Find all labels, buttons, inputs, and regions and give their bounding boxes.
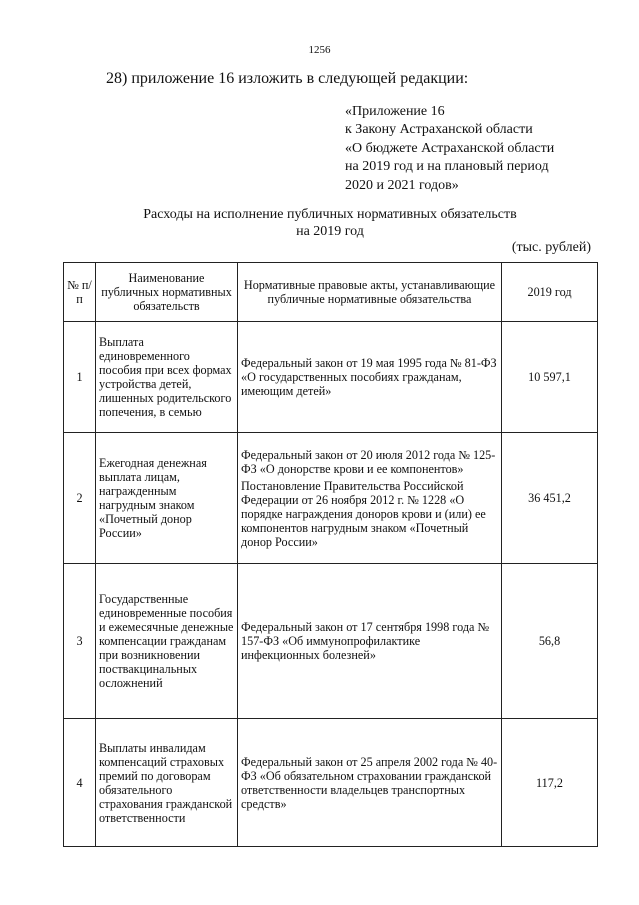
row-name: Ежегодная денежная выплата лицам, награжденным нагрудным знаком «Почетный донор России» bbox=[96, 433, 238, 564]
obligations-table bbox=[63, 262, 598, 847]
row-acts bbox=[238, 719, 502, 847]
row-acts bbox=[238, 433, 502, 564]
act-item: Постановление Правительства Российской Федерации от 26 ноября 2012 г. № 1228 «О порядке награждения доноров крови и (или) ее компонентов нагрудным знаком «Почетный донор России» bbox=[241, 478, 486, 549]
row-acts bbox=[238, 564, 502, 719]
page-number: 1256 bbox=[308, 44, 331, 56]
appendix-ref-line: «Приложение 16 bbox=[345, 104, 445, 119]
header-num: № п/п bbox=[64, 263, 96, 322]
table-row bbox=[64, 564, 598, 719]
row-num: 4 bbox=[64, 719, 96, 847]
act-item: Федеральный закон от 19 мая 1995 года № 81-ФЗ «О государственных пособиях гражданам, имеющим детей» bbox=[241, 356, 497, 398]
row-num: 1 bbox=[64, 322, 96, 433]
appendix-ref-line: 2020 и 2021 годов» bbox=[345, 177, 459, 193]
row-num: 2 bbox=[64, 433, 96, 564]
amendment-intro: 28) приложение 16 изложить в следующей редакции: bbox=[106, 70, 469, 87]
table-title-line: Расходы на исполнение публичных нормативных обязательств bbox=[143, 207, 517, 222]
table-title bbox=[90, 206, 570, 240]
table-row bbox=[64, 322, 598, 433]
header-name: Наименование публичных нормативных обязательств bbox=[96, 263, 238, 322]
row-amount: 10 597,1 bbox=[502, 322, 598, 433]
table-header-row bbox=[64, 263, 598, 322]
row-name: Выплаты инвалидам компенсаций страховых премий по договорам обязательного страхования гражданской ответственности bbox=[96, 719, 238, 847]
row-name: Государственные единовременные пособия и ежемесячные денежные компенсации гражданам при возникновении поствакцинальных осложнений bbox=[96, 564, 238, 719]
act-item: Федеральный закон от 25 апреля 2002 года № 40-ФЗ «Об обязательном страховании гражданской ответственности владельцев транспортных средств» bbox=[241, 754, 498, 811]
unit-label: (тыс. рублей) bbox=[511, 240, 591, 255]
appendix-ref-line: на 2019 год и на плановый период bbox=[345, 159, 549, 175]
appendix-reference bbox=[345, 103, 554, 195]
table-row bbox=[64, 719, 598, 847]
appendix-ref-line: к Закону Астраханской области bbox=[345, 122, 533, 138]
row-amount: 36 451,2 bbox=[502, 433, 598, 564]
act-item: Федеральный закон от 17 сентября 1998 года № 157-ФЗ «Об иммунопрофилактике инфекционных болезней» bbox=[241, 620, 490, 662]
header-year: 2019 год bbox=[502, 263, 598, 322]
row-amount: 117,2 bbox=[502, 719, 598, 847]
appendix-ref-line: «О бюджете Астраханской области bbox=[345, 140, 555, 156]
table-row bbox=[64, 433, 598, 564]
act-item: Федеральный закон от 20 июля 2012 года № 125-ФЗ «О донорстве крови и ее компонентов» bbox=[241, 447, 496, 476]
header-acts: Нормативные правовые акты, устанавливающие публичные нормативные обязательства bbox=[238, 263, 502, 322]
row-acts bbox=[238, 322, 502, 433]
row-num: 3 bbox=[64, 564, 96, 719]
row-name: Выплата единовременного пособия при всех формах устройства детей, лишенных родительского попечения, в семью bbox=[96, 322, 238, 433]
table-title-line: на 2019 год bbox=[296, 224, 364, 239]
row-amount: 56,8 bbox=[502, 564, 598, 719]
